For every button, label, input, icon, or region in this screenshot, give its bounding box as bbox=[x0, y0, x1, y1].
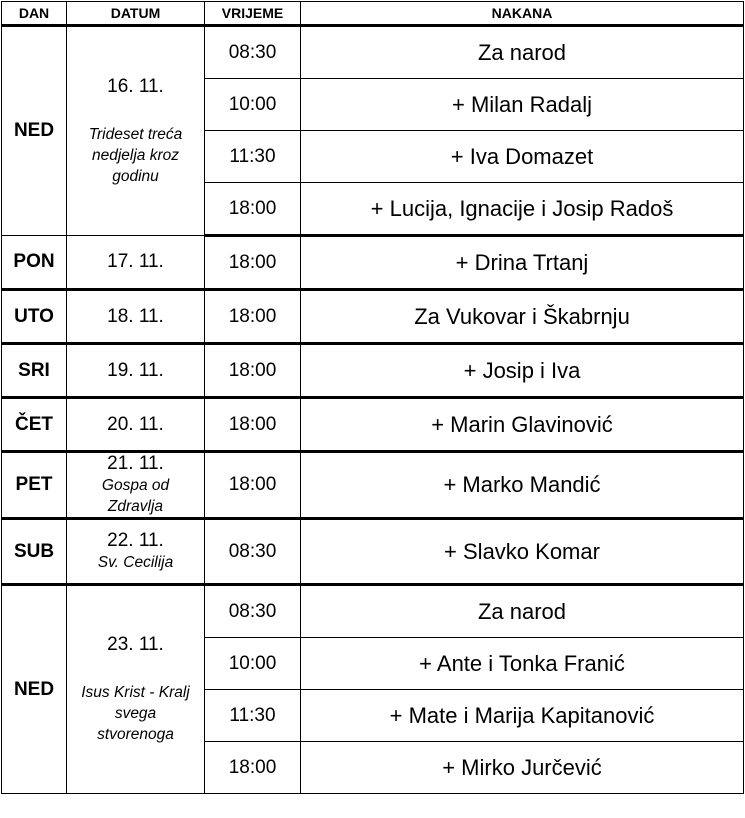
time-cell: 11:30 bbox=[205, 690, 301, 742]
feast-name: Isus Krist - Kralj svega stvorenoga bbox=[81, 684, 190, 743]
time-cell: 08:30 bbox=[205, 585, 301, 638]
table-row bbox=[2, 519, 744, 585]
day-cell: SUB bbox=[2, 519, 67, 585]
date-number: 19. 11. bbox=[107, 359, 164, 381]
time-cell: 18:00 bbox=[205, 344, 301, 398]
intention-cell: + Ante i Tonka Franić bbox=[301, 638, 744, 690]
intention-cell: + Slavko Komar bbox=[301, 519, 744, 585]
header-day: DAN bbox=[2, 2, 67, 26]
table-row bbox=[2, 398, 744, 452]
time-cell: 18:00 bbox=[205, 236, 301, 290]
intention-cell: + Milan Radalj bbox=[301, 79, 744, 131]
time-cell: 18:00 bbox=[205, 290, 301, 344]
intention-cell: + Mirko Jurčević bbox=[301, 742, 744, 794]
date-cell bbox=[67, 585, 205, 794]
date-number: 18. 11. bbox=[107, 305, 164, 327]
day-cell: PET bbox=[2, 452, 67, 519]
time-cell: 10:00 bbox=[205, 638, 301, 690]
time-cell: 18:00 bbox=[205, 183, 301, 236]
time-cell: 10:00 bbox=[205, 79, 301, 131]
intention-cell: + Drina Trtanj bbox=[301, 236, 744, 290]
intention-cell: + Marin Glavinović bbox=[301, 398, 744, 452]
date-cell bbox=[67, 344, 205, 398]
day-cell: UTO bbox=[2, 290, 67, 344]
day-cell: SRI bbox=[2, 344, 67, 398]
date-number: 17. 11. bbox=[107, 251, 164, 272]
table-row bbox=[2, 585, 744, 638]
intention-cell: + Josip i Iva bbox=[301, 344, 744, 398]
intention-cell: + Iva Domazet bbox=[301, 131, 744, 183]
intention-cell: Za narod bbox=[301, 585, 744, 638]
header-intention: NAKANA bbox=[301, 2, 744, 26]
date-cell bbox=[67, 519, 205, 585]
mass-schedule-table bbox=[1, 1, 744, 794]
date-number: 21. 11. bbox=[107, 453, 164, 474]
intention-cell: + Mate i Marija Kapitanović bbox=[301, 690, 744, 742]
header-row bbox=[2, 2, 744, 26]
feast-name: Gospa od Zdravlja bbox=[101, 477, 170, 515]
time-cell: 11:30 bbox=[205, 131, 301, 183]
feast-name: Trideset treća nedjelja kroz godinu bbox=[88, 125, 183, 185]
day-cell: NED bbox=[2, 585, 67, 794]
header-time: VRIJEME bbox=[205, 2, 301, 26]
table-row bbox=[2, 290, 744, 344]
time-cell: 08:30 bbox=[205, 26, 301, 79]
intention-cell: Za Vukovar i Škabrnju bbox=[301, 290, 744, 344]
intention-cell: Za narod bbox=[301, 26, 744, 79]
day-cell: ČET bbox=[2, 398, 67, 452]
date-number: 23. 11. bbox=[107, 634, 164, 655]
date-number: 16. 11. bbox=[107, 75, 164, 97]
date-number: 20. 11. bbox=[107, 413, 164, 435]
date-cell bbox=[67, 290, 205, 344]
table-row bbox=[2, 26, 744, 79]
time-cell: 18:00 bbox=[205, 398, 301, 452]
date-cell bbox=[67, 236, 205, 290]
table-row bbox=[2, 236, 744, 290]
feast-name: Sv. Cecilija bbox=[97, 554, 174, 571]
intention-cell: + Marko Mandić bbox=[301, 452, 744, 519]
intention-cell: + Lucija, Ignacije i Josip Radoš bbox=[301, 183, 744, 236]
day-cell: NED bbox=[2, 26, 67, 236]
date-cell bbox=[67, 398, 205, 452]
table-row bbox=[2, 344, 744, 398]
date-cell bbox=[67, 26, 205, 236]
table-row bbox=[2, 452, 744, 519]
date-number: 22. 11. bbox=[107, 530, 164, 551]
date-cell bbox=[67, 452, 205, 519]
header-date: DATUM bbox=[67, 2, 205, 26]
time-cell: 18:00 bbox=[205, 742, 301, 794]
day-cell: PON bbox=[2, 236, 67, 290]
time-cell: 08:30 bbox=[205, 519, 301, 585]
time-cell: 18:00 bbox=[205, 452, 301, 519]
